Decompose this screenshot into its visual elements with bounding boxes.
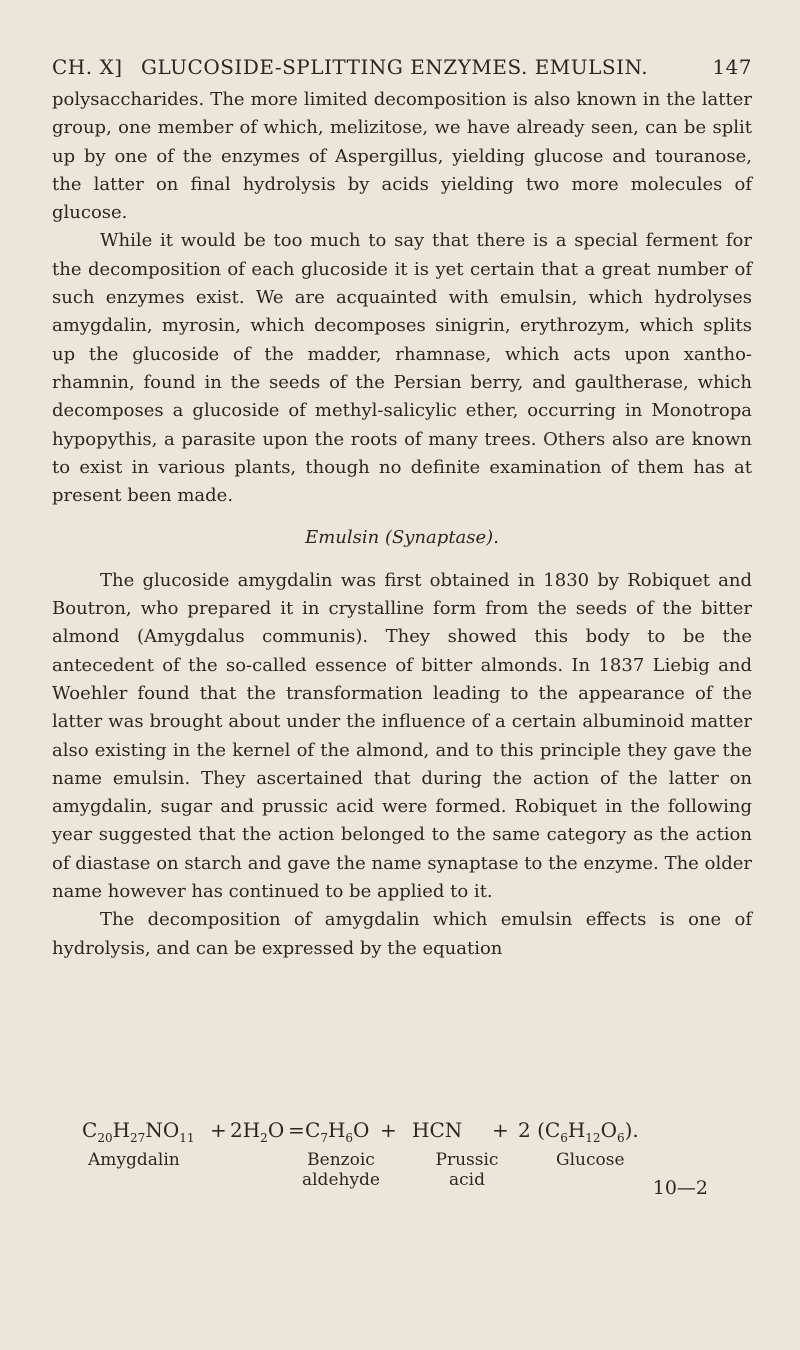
equation-term-water: $2H_2O$: [230, 1118, 285, 1145]
equation-term-hcn: HCN: [412, 1118, 463, 1142]
equation-plus-2: +: [380, 1118, 397, 1142]
equation-term-benzaldehyde: $C_7H_6O$: [305, 1118, 370, 1145]
section-heading: Emulsin (Synaptase).: [305, 527, 499, 549]
paragraph-4: The decomposition of amygdalin which emulsin effects is one of hydrolysis, and can be expressed by the equation: [52, 909, 752, 959]
equation-equals: =: [288, 1118, 305, 1142]
signature-mark: 10—2: [652, 1177, 708, 1199]
header-title: GLUCOSIDE-SPLITTING ENZYMES. EMULSIN.: [141, 55, 649, 79]
paragraph-3: The glucoside amygdalin was first obtained in 1830 by Robiquet and Boutron, who prepared it in crystalline form from the seeds of the bitter almond (Amygdalus communis). They showed this body to be the antecedent of the so-called essence of bitter almonds. In 1837 Liebig and Woehler found that the transformation leading to the appearance of the latter was brought about under the influence of a certain albuminoid matter also existing in the kernel of the almond, and to this principle they gave the name emulsin. They ascertained that during the action of the latter on amygdalin, sugar and prussic acid were formed. Robiquet in the following year suggested that the action belonged to the same category as the action of diastase on starch and gave the name synaptase to the enzyme. The older name however has continued to be applied to it.: [52, 569, 752, 903]
equation-plus-1: +: [210, 1118, 227, 1142]
running-header: [52, 55, 752, 85]
equation-term-amygdalin: $C_{20}H_{27}NO_{11}$: [82, 1118, 195, 1145]
paragraph-1: polysaccharides. The more limited decomposition is also known in the latter group, one member of which, melizitose, we have already seen, can be split up by one of the enzymes of Aspergillus, yielding glucose and touranose, the latter on final hydrolysis by acids yielding two more molecules of glucose.: [52, 89, 752, 224]
equation-plus-3: +: [492, 1118, 509, 1142]
page-body: [52, 86, 752, 963]
label-glucose: Glucose: [556, 1150, 625, 1170]
label-prussic-acid: Prussic acid: [435, 1150, 499, 1190]
chemical-equation: [82, 1118, 702, 1150]
equation-term-glucose: 2 $(C_6H_{12}O_6)$.: [518, 1118, 639, 1145]
label-benzoic-aldehyde: Benzoic aldehyde: [301, 1150, 380, 1190]
page-number: 147: [712, 55, 752, 79]
chapter-label: CH. X]: [52, 55, 123, 79]
label-amygdalin: Amygdalin: [88, 1150, 180, 1170]
paragraph-2: While it would be too much to say that there is a special ferment for the decomposition of each glucoside it is yet certain that a great number of such enzymes exist. We are acquainted with emulsin, which hydrolyses amygdalin, myrosin, which decomposes sinigrin, erythrozym, which splits up the glucoside of the madder, rhamnase, which acts upon xantho-rhamnin, found in the seeds of the Persian berry, and gaultherase, which decomposes a glucoside of methyl-salicylic ether, occurring in Monotropa hypopythis, a parasite upon the roots of many trees. Others also are known to exist in various plants, though no definite examination of them has at present been made.: [52, 230, 752, 507]
